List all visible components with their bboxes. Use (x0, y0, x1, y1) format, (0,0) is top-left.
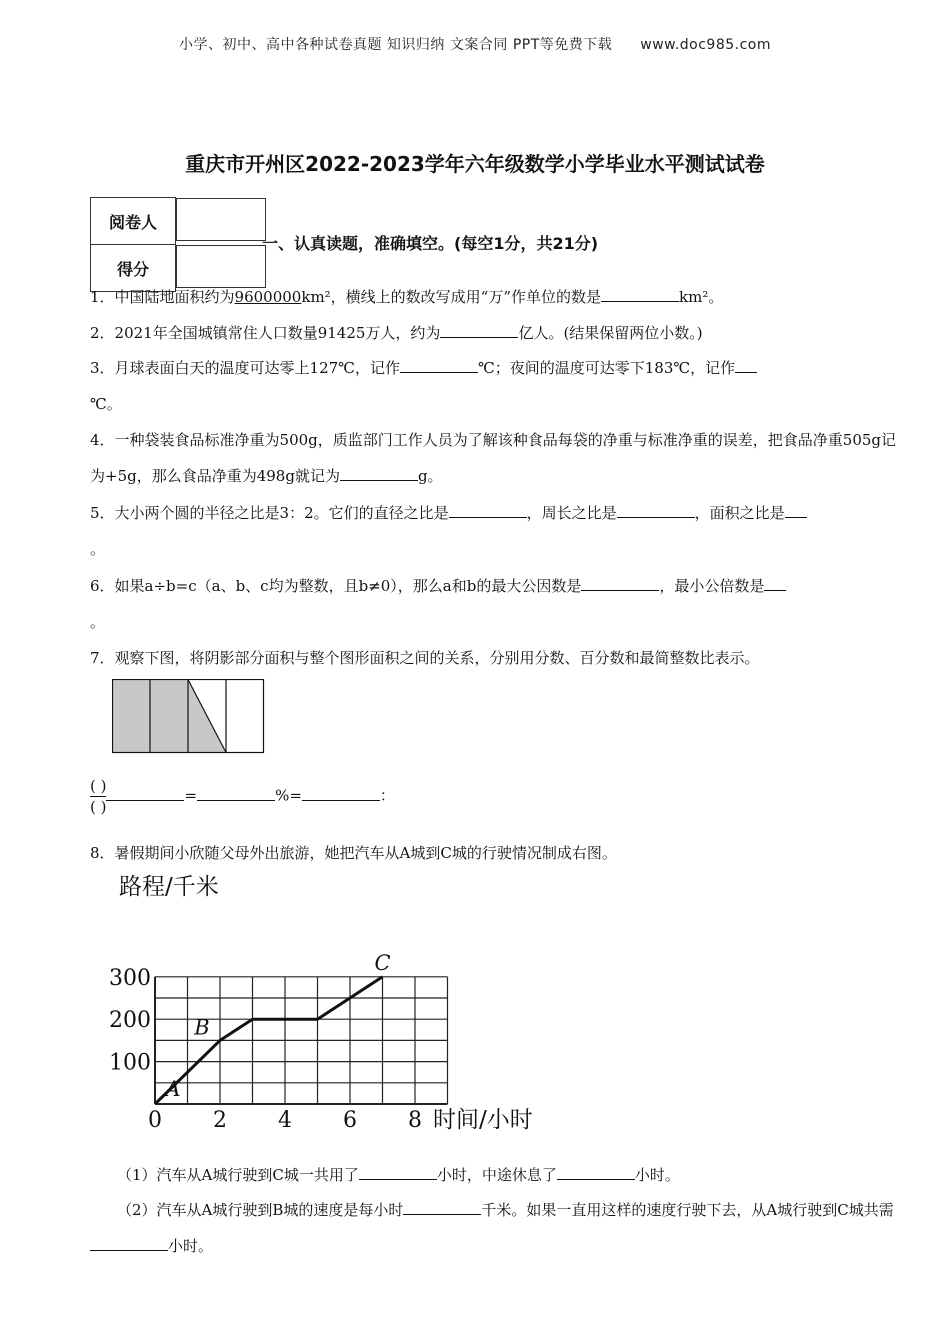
distance-time-chart (105, 868, 550, 1138)
q5-blank-3[interactable] (785, 502, 807, 518)
page-title: 重庆市开州区2022-2023学年六年级数学小学毕业水平测试试卷 (185, 152, 765, 176)
q7-blank-3[interactable] (302, 785, 380, 801)
header-text: 小学、初中、高中各种试卷真题 知识归纳 文案合同 PPT等免费下载 (178, 37, 613, 53)
q8-2-blank-1[interactable] (403, 1199, 481, 1215)
chart-grid (155, 977, 448, 1104)
question-6: 6．如果a÷b=c（a、b、c均为整数，且b≠0），那么a和b的最大公因数是 ，最小公倍数是 。 (90, 568, 900, 640)
question-2: 2．2021年全国城镇常住人口数量91425万人，约为 亿人。(结果保留两位小数。) (90, 324, 703, 342)
question-1: 1．中国陆地面积约为9600000km²，横线上的数改写成用“万”作单位的数是 km²。 (90, 288, 724, 306)
q3-blank-2[interactable] (735, 357, 757, 373)
y-tick-label: 100 (109, 1050, 151, 1076)
point-label-b: B (194, 1015, 210, 1040)
q3-blank-1[interactable] (400, 357, 478, 373)
q5-blank-1[interactable] (449, 502, 527, 518)
q6-blank-2[interactable] (764, 575, 786, 591)
q5-blank-2[interactable] (617, 502, 695, 518)
score-label: 得分 (91, 245, 176, 292)
question-4: 4．一种袋装食品标准净重为500g，质监部门工作人员为了解该种食品每袋的净重与标准净重的误差，把食品净重505g记为+5g，那么食品净重为498g就记为 g。 (90, 431, 897, 485)
grader-cell[interactable] (176, 198, 266, 241)
q7-answer: ( ) ( ) = %= ： (90, 777, 395, 816)
score-cell[interactable] (176, 245, 266, 288)
x-axis-label: 时间/小时 (433, 1107, 533, 1133)
y-tick-label: 200 (109, 1008, 151, 1034)
header-site[interactable]: www.doc985.com (640, 37, 772, 53)
chart-point-labels (163, 951, 390, 1101)
question-8-2: （2）汽车从A城行驶到B城的速度是每小时 千米。如果一直用这样的速度行驶下去，从A城行驶到C城共需小时。 (90, 1192, 900, 1264)
shaded-rectangle-figure (112, 679, 265, 754)
q8-2-blank-2[interactable] (90, 1235, 168, 1251)
x-tick-label: 8 (408, 1108, 422, 1133)
q8-1-blank-1[interactable] (359, 1164, 437, 1180)
question-7: 7．观察下图，将阴影部分面积与整个图形面积之间的关系，分别用分数、百分数和最简整数比表示。 (90, 649, 760, 667)
q1-number: 9600000 (234, 288, 302, 306)
point-label-c: C (374, 950, 391, 975)
page-header (0, 34, 950, 54)
q7-blank-1[interactable] (106, 785, 184, 801)
question-3: 3．月球表面白天的温度可达零上127℃，记作 ℃；夜间的温度可达零下183℃，记作 ℃。 (90, 350, 900, 422)
q8-1-blank-2[interactable] (557, 1164, 635, 1180)
point-label-a: A (165, 1077, 181, 1101)
score-table (90, 197, 267, 292)
q2-blank[interactable] (440, 322, 518, 338)
y-tick-label: 300 (109, 965, 151, 991)
q4-blank[interactable] (340, 465, 418, 481)
fraction[interactable]: ( ) ( ) (90, 777, 107, 816)
q7-blank-2[interactable] (197, 785, 275, 801)
y-axis-label: 路程/千米 (119, 874, 219, 900)
grader-label: 阅卷人 (91, 198, 176, 245)
x-tick-label: 6 (343, 1108, 357, 1133)
x-tick-label: 4 (278, 1108, 292, 1133)
question-8-1: （1）汽车从A城行驶到C城一共用了 小时，中途休息了 小时。 (117, 1166, 680, 1184)
question-8: 8．暑假期间小欣随父母外出旅游，她把汽车从A城到C城的行驶情况制成右图。 (90, 844, 617, 862)
q6-blank-1[interactable] (581, 575, 659, 591)
section-heading: 一、认真读题，准确填空。(每空1分，共21分) (262, 234, 599, 253)
q1-blank[interactable] (601, 286, 679, 302)
x-tick-label: 2 (213, 1108, 227, 1133)
x-tick-label: 0 (148, 1108, 162, 1133)
question-5: 5．大小两个圆的半径之比是3：2。它们的直径之比是 ，周长之比是 ，面积之比是 。 (90, 495, 900, 567)
